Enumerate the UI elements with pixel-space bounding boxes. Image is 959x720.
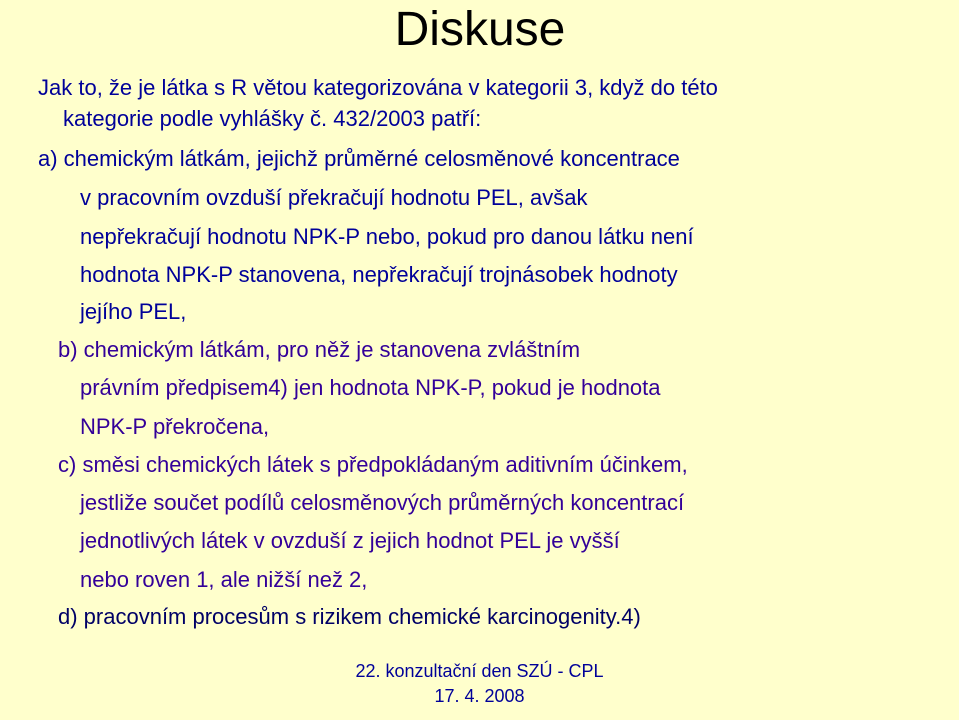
footer-event: 22. konzultační den SZÚ - CPL xyxy=(355,661,604,681)
option-c-line-2: jestliže součet podílů celosměnových průměrných koncentrací xyxy=(80,490,685,515)
option-c-line-1: c) směsi chemických látek s předpokládaným aditivním účinkem, xyxy=(58,452,688,477)
footer-date: 17. 4. 2008 xyxy=(434,686,525,706)
option-a-line-5: jejího PEL, xyxy=(80,299,187,324)
option-d-line-1: d) pracovním procesům s rizikem chemické karcinogenity.4) xyxy=(58,604,641,629)
option-b-line-1: b) chemickým látkám, pro něž je stanovena zvláštním xyxy=(58,337,581,362)
question-line-2: kategorie podle vyhlášky č. 432/2003 patří: xyxy=(63,106,482,131)
slide-title: Diskuse xyxy=(394,3,566,56)
question-line-1: Jak to, že je látka s R větou kategorizována v kategorii 3, když do této xyxy=(38,75,718,100)
option-c-line-4: nebo roven 1, ale nižší než 2, xyxy=(80,567,368,592)
option-a-line-3: nepřekračují hodnotu NPK-P nebo, pokud pro danou látku není xyxy=(80,224,694,249)
option-a-line-1: a) chemickým látkám, jejichž průměrné celosměnové koncentrace xyxy=(38,146,680,171)
option-a-line-2: v pracovním ovzduší překračují hodnotu PEL, avšak xyxy=(80,185,588,210)
option-b-line-3: NPK-P překročena, xyxy=(80,414,270,439)
option-c-line-3: jednotlivých látek v ovzduší z jejich hodnot PEL je vyšší xyxy=(80,528,620,553)
option-b-line-2: právním předpisem4) jen hodnota NPK-P, pokud je hodnota xyxy=(80,375,661,400)
option-a-line-4: hodnota NPK-P stanovena, nepřekračují trojnásobek hodnoty xyxy=(80,262,678,287)
